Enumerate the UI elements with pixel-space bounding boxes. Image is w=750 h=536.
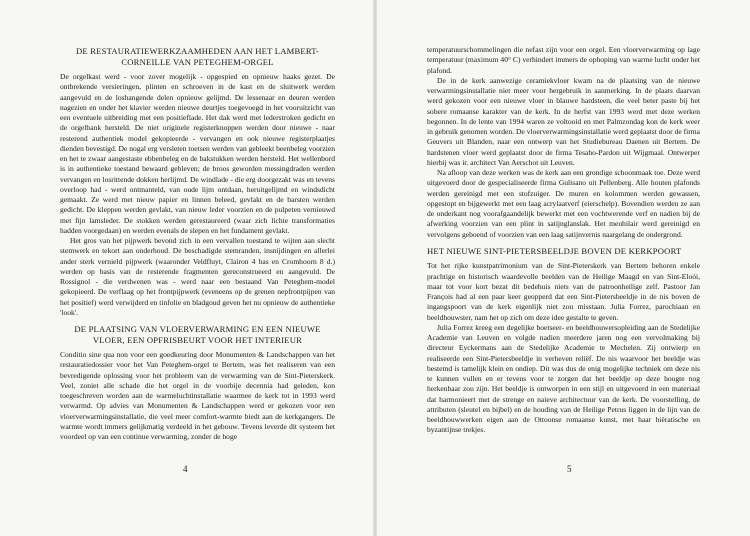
section-heading-floor-heating: DE PLAATSING VAN VLOERVERWARMING EN EEN NIEUWE VLOER, EEN OPFRISBEURT VOOR HET INTERIEUR (74, 324, 321, 345)
section-heading-restoration: DE RESTAURATIEWERKZAAMHEDEN AAN HET LAMBERT-CORNEILLE VAN PETEGHEM-ORGEL (76, 46, 319, 67)
paragraph: Julia Forrez kreeg een degelijke boetseer- en beeldhouwersopleiding aan de Stedelijke Academie van Leuven en volgde nadien meerdere jaren nog een vervolmaking bij directeur Eyckermans aan de Stedelijke Academie te Mechelen. Zij ontwierp en realiseerde een Sint-Pietersbeeldje in verheven reliëf. De nis waarvoor het beeldje was bestemd is tamelijk klein en ondiep. Dit was dus de enig mogelijke techniek om deze nis te kunnen vullen en er tevens voor te zorgen dat het beeldje op deze hoogte nog herkenbaar zou zijn. Het beeldje is ontworpen in een stijl en uitgevoerd in een materiaal dat harmonieert met de strenge en naieve architectuur van de kerk. De voorstelling, de attributen (sleutel en bijbel) en de houding van de Heilige Petrus liggen in de lijn van de beeldhouwwerken eigen aan de Ottoonse romaanse kunst, met haar hiëratische en byzantijnse trekjes. (427, 322, 700, 435)
paragraph: Het gros van het pijpwerk bevond zich in een vervallen toestand te wijten aan slecht stemwerk en tekort aan onderhoud. De beschadigde stemranden, insnijdingen en allerlei ander sterk vernield pijpwerk (waaronder Veldfluyt, Clairon 4 bas en Cromhoorn 8 d.) werden op basis van de resterende fragmenten gereconstrueerd en aangevuld. De Rossignol - die verdwenen was - werd naar een bestaand Van Peteghem-model gekopieerd. De verflaag op het frontpijpwerk (eveneens op de grenen nepfrontpijpen van het positief) werd verwijderd en tinfolie en bladgoud geven het nu opnieuw de authentieke 'look'. (60, 236, 335, 317)
paragraph: temperatuurschommelingen die nefast zijn voor een orgel. Een vloerverwarming op lage temperatuur (maximum 40° C) verhindert immers de ophoping van warme lucht onder het plafond. (427, 45, 700, 75)
page-number: 4 (183, 464, 188, 474)
page-number: 5 (567, 464, 572, 474)
paragraph: De orgelkast werd - voor zover mogelijk - opgespied en opnieuw haaks gezet. De ontbrekende versieringen, plinten en schroeven in de kast en de sluitwerk werden aangevuld en de loshangende delen opnieuw gelijmd. De lessenaar en deuren werden nagezien en onder het klavier werden nieuwe deurtjes toegevoegd in het vooruitzicht van een eventuele uitbreiding met een positieflade. Het dak werd met lederstroken gedicht en de orgelbank hersteld. De niet originele registerknoppen werden door nieuwe - naar resterend authentiek model gekopieerde - vervangen en ook nieuwe registerplaatjes dienden bevestigd. De nogal erg versleten toetsen werden van gebleekt beenbeleg voorzien en het te zwaar aangestaste ebbenbeleg en de bakstukken werden hersteld. Het wellenbord is in authentieke toestand bewaard gebleven; de broos geworden messingdraden werden vervangen en losrittende dokken herlijmd. De windlade - die erg doorgezakt was en tevens overloop had - werd ontmanteld, van oude lijm ontdaan, heruitgelijmd en windsdicht gemaakt. Ze werd met nieuw papier en linnen beleed, gevlakt en de barsten werden gedicht. De kleppen werden gevlakt, van nieuw leder voorzien en de pulpeten vernieuwd met fijn lamsleder. De stokken werden gerestaureerd (waar zich lichte transformaties hadden voorgedaan) en werden evenals de slepen en het fundament gevlakt. (60, 72, 335, 235)
right-page (375, 0, 750, 536)
paragraph: Tot het rijke kunstpatrimonium van de Sint-Pieterskerk van Bertem behoren enkele prachtige en historisch waardevolle beelden van de Heilige Maagd en van Sint-Eloói, maar tot voor kort bezat dit bedehuis niets van de patroonheilige zelf. Pastoor Jan François had al een paar keer geopperd dat een Sint-Pietersbeeldje in de nis boven de ingangspoort van de kerk eigenlijk niet zou misstaan. Julia Forrez, parochiaan en beeldhouwster, nam het op zich om deze idee gestalte te geven. (427, 261, 700, 322)
paragraph: Na afloop van deze werken was de kerk aan een grondige schoonmaak toe. Deze werd uitgevoerd door de gespecialiseerde firma Gulisano uit Pellenberg. Alle houten plafonds werden gereinigd met een stofzuiger. De muren en kolommen werden gewassen, opgestopt en bijgewerkt met een laag acrylaatverf (eierschelp). Bovendien werden ze aan de onderkant nog voorafgaandelijk bewerkt met een vochtwerende verf en nadien bij de afwerking voorzien van een plint in satijnglanslak. Het meubilair werd gereinigd en vervolgens geboend of voorzien van een laag satijnvernis naargelang de ondergrond. (427, 168, 700, 239)
section-heading-saint-peter-statue: HET NIEUWE SINT-PIETERSBEELDJE BOVEN DE KERKPOORT (427, 245, 682, 256)
paragraph: De in de kerk aanwezige ceramiekvloer kwam na de plaatsing van de nieuwe verwarmingsinstallatie niet meer voor hergebruik in aanmerking. In de plaats daarvan werd gekozen voor een nieuwe vloer in blauwe hardsteen, die veel beter paste bij het sobere romaanse karakter van de kerk. In de herfst van 1993 werd met deze werken begonnen. In de lente van 1994 waren ze voltooid en met Palmzondag kon de kerk weer in gebruik genomen worden. De vloerverwarmingsinstallatie werd geplaatst door de firma Geuvers uit Blanden, naar een ontwerp van het Studiebureau Daenen uit Bertem. De hardstenen vloer werd geplaatst door de firma Tesaho-Pardon uit Wijgmaal. Ontwerper hierbij was ir. architect Van Aerschot uit Leuven. (427, 75, 700, 167)
paragraph: Conditio sine qua non voor een goedkeuring door Monumenten & Landschappen van het restauratiedossier voor het Van Peteghem-orgel te Bertem, was het realiseren van een bevredigende oplossing voor het probleem van de verwarming van de Sint-Pieterskerk. Veel, zoniet alle schade die het orgel in de voorbije decennia had geleden, kon toegeschreven worden aan de warmeluchtinstallatie waarmee de kerk tot in 1993 werd verwarmd. Op advies van Monumenten & Landschappen werd er gekozen voor een vloerverwarmingsinstallatie, die veel meer comfort-warmte biedt aan de kerkgangers. De warmte wordt immers gelijkmatig verdeeld in het gebouw. Tevens leverde dit systeem het voordeel op van een continue verwarming, zonder de hoge (60, 350, 335, 441)
